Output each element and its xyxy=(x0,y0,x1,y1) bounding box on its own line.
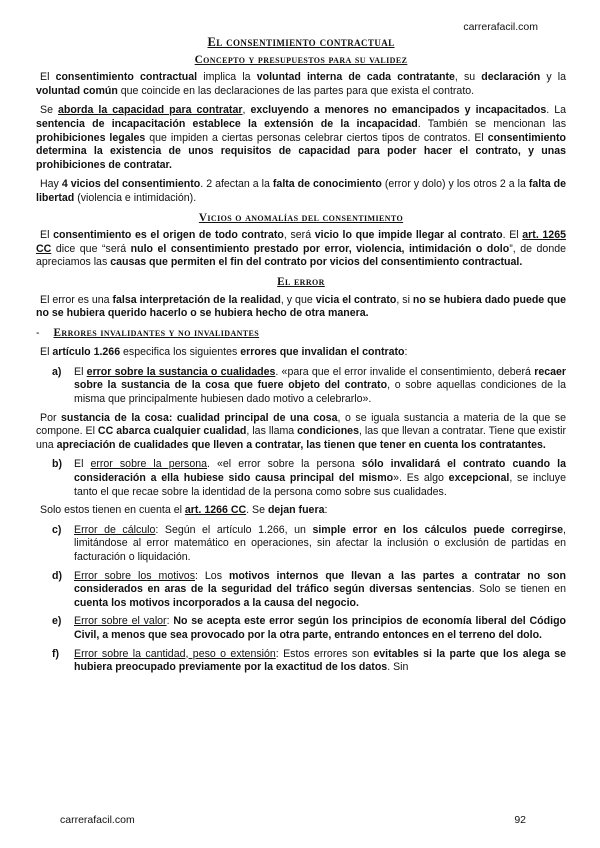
paragraph-vicios: El consentimiento es el origen de todo contrato, será vicio lo que impide llegar al contrato. El art. 1265 CC dice que “será nulo el consentimiento prestado por error, violencia, intimidación o dolo”, de donde apreciamos las causas que permiten el fin del contrato por vicios del consentimiento contractual. xyxy=(36,229,566,269)
page-number: 92 xyxy=(514,814,526,826)
paragraph-vicios-count: Hay 4 vicios del consentimiento. 2 afectan a la falta de conocimiento (error y dolo) y los otros 2 a la falta de libertad (violencia e intimidación). xyxy=(36,178,566,204)
footer-site: carrerafacil.com xyxy=(60,814,135,826)
paragraph-sustancia: Por sustancia de la cosa: cualidad principal de una cosa, o se iguala sustancia a materia de la que se compone. El CC abarca cualquier cualidad, las llama condiciones, las que llevan a contratar. Tiene que existir una apreciación de cualidades que lleven a contratar, las tienen que tener en cuenta los contratantes. xyxy=(36,411,566,451)
section-error-heading: El error xyxy=(277,275,325,288)
paragraph-error: El error es una falsa interpretación de la realidad, y que vicia el contrato, si no se hubiera dado puede que no se hubiera querido hacerlo o se hubiera hecho de otra manera. xyxy=(36,293,566,320)
list-item-a: a) El error sobre la sustancia o cualidades. «para que el error invalide el consentimiento, deberá recaer sobre la sustancia de la cosa que fuere objeto del contrato, o sobre aquellas condiciones de la misma que principalmente hubiesen dado motivo a celebrarlo». xyxy=(52,365,567,406)
paragraph-articulo-1266: El artículo 1.266 especifica los siguientes errores que invalidan el contrato: xyxy=(40,346,408,359)
paragraph-consentimiento: El consentimiento contractual implica la voluntad interna de cada contratante, su declaración y la voluntad común que coincide en las declaraciones de las partes para que exista el contrato. xyxy=(36,71,566,97)
paragraph-dejan-fuera: Solo estos tienen en cuenta el art. 1266 CC. Se dejan fuera: xyxy=(40,504,328,517)
paragraph-capacidad: Se aborda la capacidad para contratar, excluyendo a menores no emancipados y incapacitados. La sentencia de incapacitación establece la extensión de la incapacidad. También se mencionan las prohibiciones legales que impiden a ciertas personas celebrar ciertos tipos de contratos. El consentimiento determina la existencia de unos requisitos de capacidad para poder hacer el contrato, y unas prohibiciones de contratar. xyxy=(36,104,567,171)
document-page xyxy=(36,33,566,680)
list-item-d: d) Error sobre los motivos: Los motivos internos que llevan a las partes a contratar no son considerados en aras de la seguridad del tráfico según diversas sentencias. Solo se tienen en cuenta los motivos incorporados a la causa del negocio. xyxy=(52,569,566,609)
list-item-c: c) Error de cálculo: Según el artículo 1.266, un simple error en los cálculos puede corregirse, limitándose al error matemático en operaciones, sin afectar la inclusión o exclusión de partidas en facturación o liquidación. xyxy=(52,523,566,563)
section-concepto-heading: Concepto y presupuestos para su validez xyxy=(194,53,408,66)
section-vicios-heading: Vicios o anomalías del consentimiento xyxy=(198,211,404,224)
header-site: carrerafacil.com xyxy=(463,21,538,33)
page-title: El consentimiento contractual xyxy=(207,35,395,49)
list-item-b: b) El error sobre la persona. «el error sobre la persona sólo invalidará el contrato cuando la consideración a ella hubiese sido causa principal del mismo». Es algo excepcional, se incluye tanto el que recae sobre la identidad de la persona como sobre sus cualidades. xyxy=(52,458,566,498)
list-item-f: f) Error sobre la cantidad, peso o extensión: Estos errores son evitables si la parte que los alega se hubiera preocupado previamente por la exactitud de los datos. Sin xyxy=(52,647,566,674)
list-item-e: e) Error sobre el valor: No se acepta este error según los principios de economía liberal del Código Civil, a menos que sea provocado por la otra parte, entrando entonces en el terreno del dolo. xyxy=(52,615,567,641)
section-invalidantes-heading: - Errores invalidantes y no invalidantes xyxy=(36,326,260,339)
footer xyxy=(60,814,526,828)
